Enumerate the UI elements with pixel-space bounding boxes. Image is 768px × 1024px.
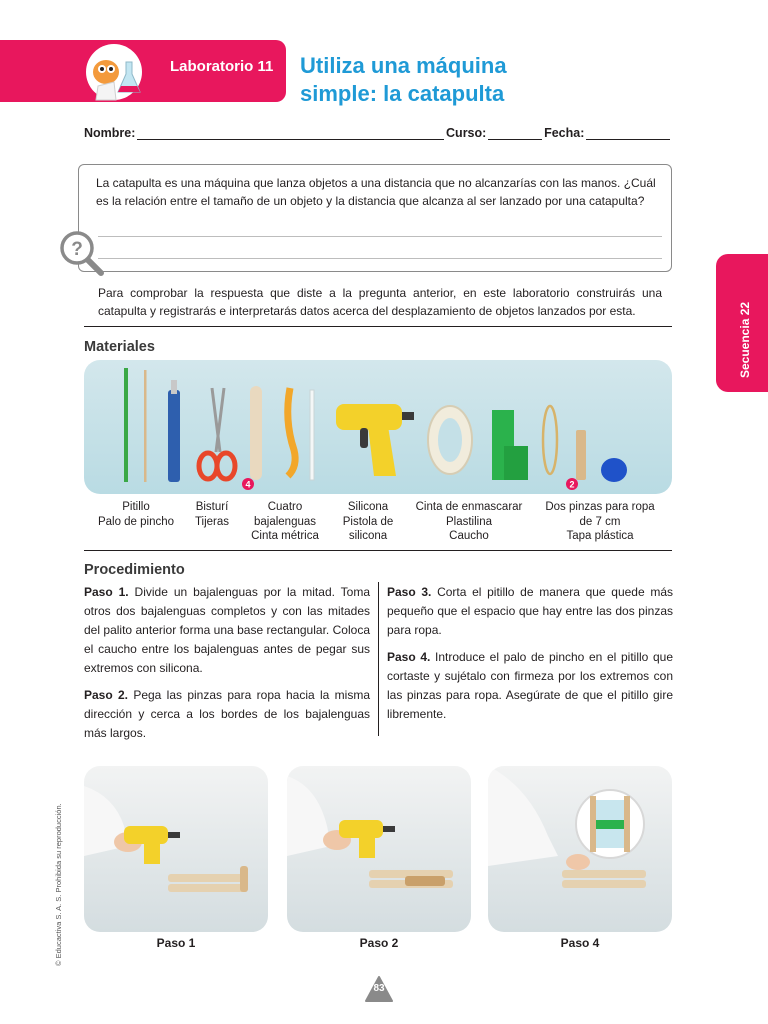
name-field[interactable] (137, 126, 444, 140)
step-4-photo (488, 766, 672, 932)
page-number: 83 (373, 983, 385, 994)
title-line-1: Utiliza una máquina (300, 53, 507, 78)
answer-line[interactable] (98, 236, 662, 237)
photo-caption: Paso 4 (560, 936, 600, 950)
skewer-icon (144, 370, 147, 482)
title-line-2: simple: la catapulta (300, 81, 505, 106)
procedure-column-left (84, 583, 370, 751)
lab-mascot-icon (78, 42, 152, 106)
silicone-stick-icon (310, 390, 314, 480)
svg-text:?: ? (71, 239, 83, 260)
date-label: Fecha: (544, 126, 585, 140)
page-title (300, 52, 507, 108)
materials-label-1: Pitillo Palo de pincho (97, 501, 175, 528)
question-text: La catapulta es una máquina que lanza objetos a una distancia que no alcanzarías con las manos. ¿Cuál es la relación entre el tamaño de un objeto y la distancia que alcanza al ser lanzado por una catapulta? (96, 176, 656, 208)
sequence-side-tab (716, 254, 768, 392)
rubber-band-icon (543, 406, 557, 474)
glue-gun-icon (336, 404, 414, 476)
quantity-badge: 4 (245, 479, 251, 490)
student-info-line (84, 118, 672, 140)
plasticine-icon (492, 410, 528, 480)
straw-icon (124, 368, 128, 482)
step-2: Paso 2. Pega las pinzas para ropa hacia la misma dirección y cerca a los bordes de los bajalenguas más largos. (84, 688, 370, 740)
column-divider (378, 582, 379, 736)
materials-label-2: Bisturí Tijeras (194, 501, 230, 528)
clothespin-icon (576, 430, 586, 480)
tongue-depressor-icon (250, 386, 262, 480)
photo-caption: Paso 2 (359, 936, 399, 950)
intro-paragraph: Para comprobar la respuesta que diste a la pregunta anterior, en este laboratorio construirás una catapulta y registrarás e interpretarás datos acerca del desplazamiento de objetos lanzados por esta. (98, 286, 662, 318)
materials-label-4: Silicona Pistola de silicona (342, 501, 394, 542)
procedure-column-right (387, 583, 673, 732)
quantity-badge: 2 (569, 479, 575, 490)
materials-label-5: Cinta de enmascarar Plastilina Caucho (415, 501, 523, 542)
date-field[interactable] (586, 126, 670, 140)
divider (84, 326, 672, 327)
step-1-photo (84, 766, 268, 932)
lab-number-label: Laboratorio 11 (170, 58, 274, 75)
scalpel-icon (168, 380, 180, 482)
divider (84, 550, 672, 551)
answer-line[interactable] (98, 258, 662, 259)
copyright-notice: © Educactiva S. A. S. Prohibida su reproducción. (54, 803, 63, 966)
step-1: Paso 1. Divide un bajalenguas por la mitad. Toma otros dos bajalenguas completos y con las mitades del palito anterior forma una base rectangular. Coloca el caucho entre los bajalenguas antes de pegar sus extremos con silicona. (84, 585, 370, 675)
plastic-cap-icon (601, 458, 627, 482)
masking-tape-icon (428, 406, 472, 474)
step-2-photo (287, 766, 471, 932)
magnifier-question-icon (58, 230, 104, 276)
step-3: Paso 3. Corta el pitillo de manera que quede más pequeño que el espacio que hay entre las dos pinzas para ropa. (387, 585, 674, 637)
procedure-heading: Procedimiento (84, 562, 185, 578)
course-label: Curso: (446, 126, 487, 140)
materials-heading: Materiales (84, 339, 155, 355)
course-field[interactable] (488, 126, 542, 140)
sequence-label: Secuencia 22 (738, 301, 752, 378)
page-number-badge (365, 976, 393, 1002)
scissors-icon (199, 388, 235, 479)
materials-label-6: Dos pinzas para ropa de 7 cm Tapa plástica (545, 501, 655, 542)
materials-photo (84, 360, 672, 494)
step-4: Paso 4. Introduce el palo de pincho en el pitillo que cortaste y sujétalo con firmeza por los extremos con las pinzas para ropa. Asegúrate de que el pitillo gire libremente. (387, 650, 673, 721)
measuring-tape-icon (288, 388, 295, 476)
photo-caption: Paso 1 (156, 936, 196, 950)
materials-label-3: Cuatro bajalenguas Cinta métrica (251, 501, 319, 542)
name-label: Nombre: (84, 126, 136, 140)
